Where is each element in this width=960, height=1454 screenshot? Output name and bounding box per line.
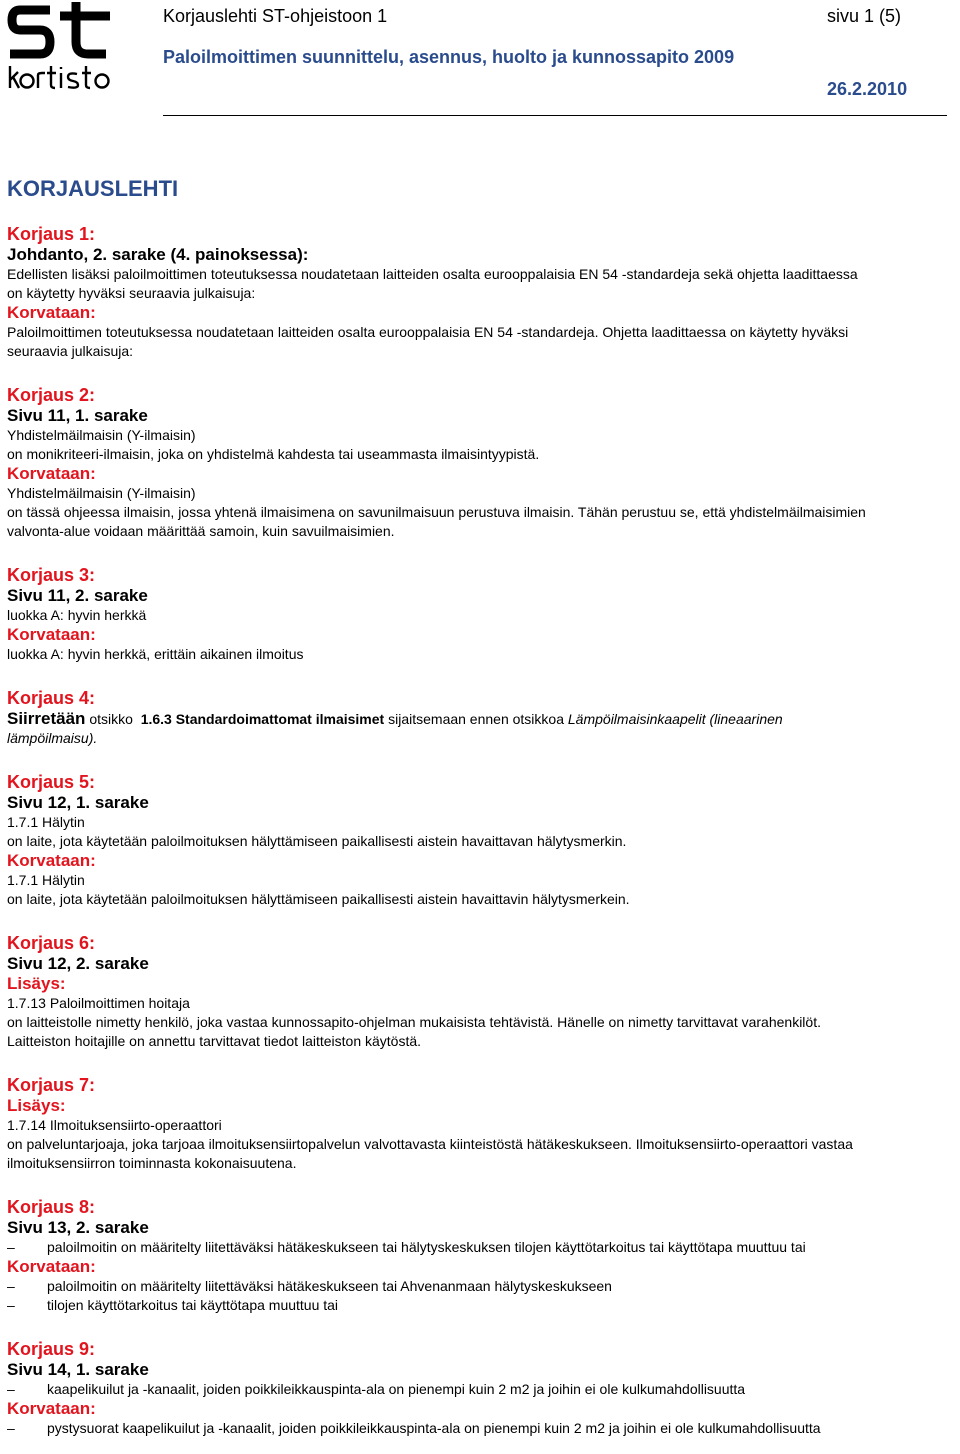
correction-title: Korjaus 8: bbox=[7, 1197, 96, 1217]
document-body bbox=[7, 176, 955, 1438]
dash-bullet: – bbox=[7, 1420, 15, 1436]
old-definition: on monikriteeri-ilmaisin, joka on yhdistelmä kahdesta tai useammasta ilmaisintyypistä. bbox=[7, 446, 540, 462]
new-text: pystysuorat kaapelikuilut ja -kanaalit, joiden poikkileikkauspinta-ala on pienempi kuin 2 m2 ja joihin ei ole kulkumahdollisuutta bbox=[47, 1420, 821, 1436]
list-item bbox=[7, 1380, 955, 1399]
dash-bullet: – bbox=[7, 1297, 15, 1313]
new-text: tilojen käyttötarkoitus tai käyttötapa muuttuu tai bbox=[47, 1297, 339, 1313]
new-definition: on laite, jota käytetään paloilmoituksen hälyttämiseen paikallisesti aistein havaittavin hälytysmerkein. bbox=[7, 891, 630, 907]
dash-bullet: – bbox=[7, 1278, 15, 1294]
correction-8 bbox=[7, 1196, 955, 1315]
old-term: Yhdistelmäilmaisin (Y-ilmaisin) bbox=[7, 427, 196, 443]
correction-title: Korjaus 4: bbox=[7, 688, 96, 708]
old-text: on käytetty hyväksi seuraavia julkaisuja: bbox=[7, 285, 256, 301]
correction-7 bbox=[7, 1074, 955, 1173]
old-term: 1.7.1 Hälytin bbox=[7, 814, 85, 830]
list-item bbox=[7, 1277, 955, 1296]
added-definition: on palveluntarjoaja, joka tarjoaa ilmoituksensiirtopalvelun valvottavasta kiinteistöstä hätäkeskukseen. Ilmoituksensiirto-operaattori vastaa bbox=[7, 1136, 853, 1152]
correction-title: Korjaus 3: bbox=[7, 565, 96, 585]
old-text: kaapelikuilut ja -kanaalit, joiden poikkileikkauspinta-ala on pienempi kuin 2 m2 ja joihin ei ole kulkumahdollisuutta bbox=[47, 1381, 746, 1397]
correction-location: Sivu 12, 2. sarake bbox=[7, 954, 149, 973]
header-date: 26.2.2010 bbox=[827, 79, 908, 99]
replace-label: Korvataan: bbox=[7, 464, 96, 483]
move-text: sijaitsemaan ennen otsikkoa bbox=[384, 711, 568, 727]
new-term: 1.7.1 Hälytin bbox=[7, 872, 85, 888]
correction-5 bbox=[7, 771, 955, 909]
add-label: Lisäys: bbox=[7, 974, 66, 993]
correction-location: Johdanto, 2. sarake (4. painoksessa): bbox=[7, 245, 309, 264]
added-definition: ilmoituksensiirron toiminnasta kokonaisuutena. bbox=[7, 1155, 297, 1171]
correction-location: Sivu 11, 2. sarake bbox=[7, 586, 148, 605]
added-term: 1.7.14 Ilmoituksensiirto-operaattori bbox=[7, 1117, 222, 1133]
new-definition: valvonta-alue voidaan määrittää samoin, kuin savuilmaisimien. bbox=[7, 523, 395, 539]
replace-label: Korvataan: bbox=[7, 1257, 96, 1276]
old-text: luokka A: hyvin herkkä bbox=[7, 607, 147, 623]
list-item bbox=[7, 1238, 955, 1257]
header-subtitle: Paloilmoittimen suunnittelu, asennus, huolto ja kunnossapito 2009 bbox=[163, 47, 735, 67]
correction-location: Sivu 11, 1. sarake bbox=[7, 406, 148, 425]
correction-3 bbox=[7, 564, 955, 664]
correction-2 bbox=[7, 384, 955, 541]
correction-9 bbox=[7, 1338, 955, 1438]
page-number: sivu 1 (5) bbox=[827, 6, 902, 26]
list-item bbox=[7, 1419, 955, 1438]
replace-label: Korvataan: bbox=[7, 625, 96, 644]
correction-4 bbox=[7, 687, 955, 748]
moved-heading: 1.6.3 Standardoimattomat ilmaisimet bbox=[140, 711, 385, 727]
added-definition: on laitteistolle nimetty henkilö, joka vastaa kunnossapito-ohjelman mukaisista tehtävistä. Hänelle on nimetty tarvittavat varahenkilöt. bbox=[7, 1014, 821, 1030]
add-label: Lisäys: bbox=[7, 1096, 66, 1115]
target-heading: Lämpöilmaisinkaapelit (lineaarinen bbox=[567, 711, 783, 727]
header-title: Korjauslehti ST-ohjeistoon 1 bbox=[163, 6, 388, 26]
st-kortisto-logo bbox=[6, 2, 128, 94]
new-text: luokka A: hyvin herkkä, erittäin aikainen ilmoitus bbox=[7, 646, 304, 662]
new-term: Yhdistelmäilmaisin (Y-ilmaisin) bbox=[7, 485, 196, 501]
document-title: KORJAUSLEHTI bbox=[7, 176, 179, 201]
correction-title: Korjaus 1: bbox=[7, 224, 96, 244]
new-definition: on tässä ohjeessa ilmaisin, jossa yhtenä ilmaisimena on savunilmaisuun perustuva ilmaisin. Tähän perustuu se, että yhdistelmäilmaisimien bbox=[7, 504, 866, 520]
old-text: Edellisten lisäksi paloilmoittimen toteutuksessa noudatetaan laitteiden osalta eurooppalaisia EN 54 -standardeja sekä ohjetta laadittaessa bbox=[7, 266, 858, 282]
dash-bullet: – bbox=[7, 1381, 15, 1397]
correction-title: Korjaus 9: bbox=[7, 1339, 96, 1359]
replace-label: Korvataan: bbox=[7, 1399, 96, 1418]
correction-location: Sivu 13, 2. sarake bbox=[7, 1218, 149, 1237]
correction-title: Korjaus 6: bbox=[7, 933, 96, 953]
old-definition: on laite, jota käytetään paloilmoituksen hälyttämiseen paikallisesti aistein havaittavan hälytysmerkin. bbox=[7, 833, 627, 849]
page-header bbox=[0, 0, 960, 118]
new-text: Paloilmoittimen toteutuksessa noudatetaan laitteiden osalta eurooppalaisia EN 54 -standardeja. Ohjetta laadittaessa on käytetty hyväksi bbox=[7, 324, 849, 340]
new-text: paloilmoitin on määritelty liitettäväksi hätäkeskukseen tai Ahvenanmaan hälytyskeskukseen bbox=[47, 1278, 612, 1294]
move-text: otsikko bbox=[85, 711, 141, 727]
replace-label: Korvataan: bbox=[7, 303, 96, 322]
list-item bbox=[7, 1296, 955, 1315]
correction-1 bbox=[7, 223, 955, 361]
move-label: Siirretään bbox=[7, 709, 86, 728]
dash-bullet: – bbox=[7, 1239, 15, 1255]
correction-title: Korjaus 7: bbox=[7, 1075, 96, 1095]
correction-location: Sivu 14, 1. sarake bbox=[7, 1360, 149, 1379]
correction-title: Korjaus 2: bbox=[7, 385, 96, 405]
added-definition: Laitteiston hoitajille on annettu tarvittavat tiedot laitteiston käytöstä. bbox=[7, 1033, 422, 1049]
new-text: seuraavia julkaisuja: bbox=[7, 343, 134, 359]
correction-title: Korjaus 5: bbox=[7, 772, 96, 792]
header-divider bbox=[163, 115, 947, 116]
correction-location: Sivu 12, 1. sarake bbox=[7, 793, 149, 812]
old-text: paloilmoitin on määritelty liitettäväksi hätäkeskukseen tai hälytyskeskuksen tilojen käyttötarkoitus tai käyttötapa muuttuu tai bbox=[47, 1239, 806, 1255]
target-heading: lämpöilmaisu). bbox=[7, 730, 98, 746]
replace-label: Korvataan: bbox=[7, 851, 96, 870]
added-term: 1.7.13 Paloilmoittimen hoitaja bbox=[7, 995, 190, 1011]
correction-6 bbox=[7, 932, 955, 1051]
move-instruction bbox=[7, 709, 955, 729]
